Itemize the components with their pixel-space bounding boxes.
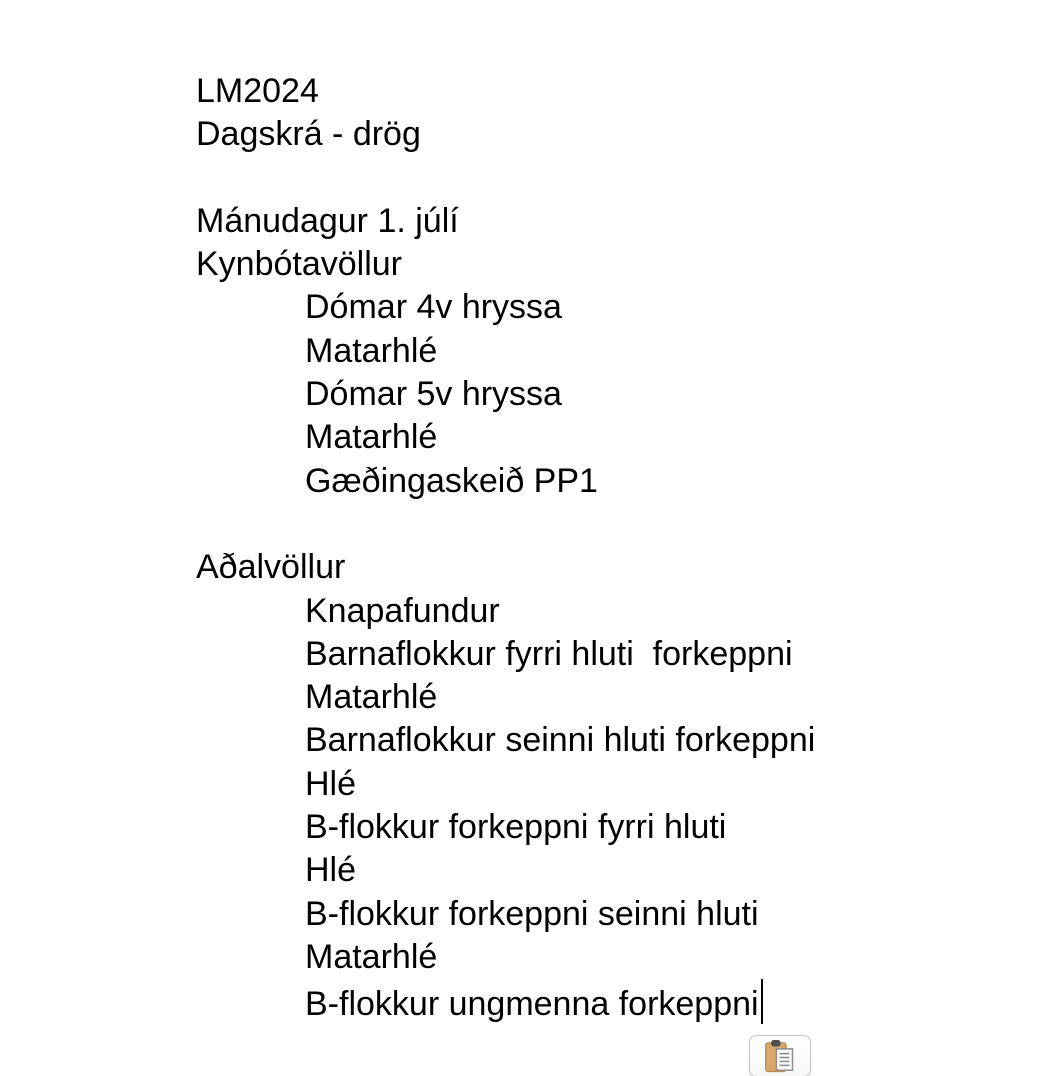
text-line[interactable] [196, 286, 1048, 329]
text-line-content: Dómar 5v hryssa [305, 375, 562, 414]
text-line[interactable] [196, 893, 1048, 936]
text-line-content: Barnaflokkur seinni hluti forkeppni [305, 721, 816, 760]
text-line-content: Hlé [305, 764, 357, 803]
text-line-content: Dómar 4v hryssa [305, 288, 562, 327]
text-line-content: LM2024 [196, 72, 319, 110]
text-line-content: B-flokkur ungmenna forkeppni [305, 985, 759, 1024]
text-line-content [196, 159, 205, 197]
text-line[interactable] [196, 113, 1048, 156]
text-line[interactable] [196, 719, 1048, 762]
text-line-content: Aðalvöllur [196, 548, 346, 587]
text-line[interactable] [196, 157, 1048, 200]
text-line[interactable] [196, 676, 1048, 719]
text-line[interactable] [196, 503, 1048, 546]
clipboard-paste-icon [761, 1038, 799, 1074]
text-line[interactable] [196, 416, 1048, 459]
text-line-content: Matarhlé [305, 418, 438, 457]
text-line[interactable] [196, 590, 1048, 633]
text-line[interactable] [196, 200, 1048, 243]
text-line-content: Knapafundur [305, 591, 500, 630]
paste-options-button[interactable] [749, 1035, 811, 1076]
text-line-content: Hlé [305, 851, 357, 890]
text-line[interactable] [196, 806, 1048, 849]
paste-sheet [776, 1049, 792, 1070]
text-line[interactable] [196, 979, 1048, 1026]
text-line-content: B-flokkur forkeppni seinni hluti [305, 894, 759, 933]
text-line-content: Matarhlé [305, 331, 438, 370]
text-line[interactable] [196, 546, 1048, 589]
text-line-content: Gæðingaskeið PP1 [305, 461, 598, 500]
text-line[interactable] [196, 70, 1048, 113]
text-line[interactable] [196, 243, 1048, 286]
text-line-content: Kynbótavöllur [196, 245, 403, 284]
clipboard-clip-knob [774, 1040, 777, 1043]
text-line-content: Dagskrá - drög [196, 115, 421, 154]
text-line[interactable] [196, 330, 1048, 373]
text-line-content: Barnaflokkur fyrri hluti forkeppni [305, 634, 793, 673]
text-line[interactable] [196, 936, 1048, 979]
text-line[interactable] [196, 633, 1048, 676]
text-line[interactable] [196, 763, 1048, 806]
text-cursor [761, 979, 764, 1024]
text-line-content: Matarhlé [305, 937, 438, 976]
text-line[interactable] [196, 849, 1048, 892]
text-line-content: B-flokkur forkeppni fyrri hluti [305, 808, 727, 847]
text-line[interactable] [196, 460, 1048, 503]
text-line-content: Matarhlé [305, 678, 438, 717]
text-line[interactable] [196, 373, 1048, 416]
text-line-content [196, 505, 205, 543]
text-line-content: Mánudagur 1. júlí [196, 201, 459, 240]
